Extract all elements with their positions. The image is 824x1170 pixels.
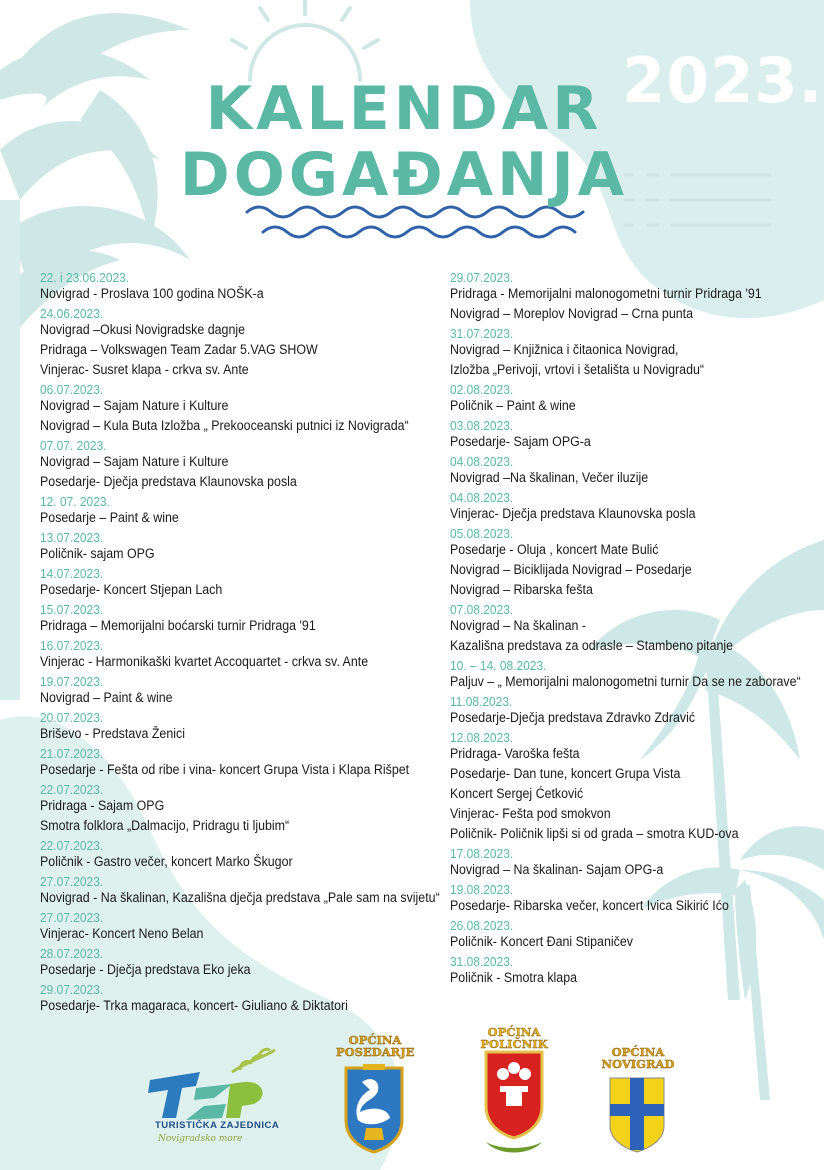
event-date: 02.08.2023. [450,382,514,397]
event-description: Briševo - Predstava Ženici [40,726,185,741]
event-date: 10. – 14. 08.2023. [450,658,547,673]
tzp-subtitle: Novigradsko more [158,1134,243,1144]
event-description: Poličnik - Smotra klapa [450,970,578,985]
event-description: Posedarje- Dječja predstava Klaunovska posla [40,474,297,489]
crest-title-line: OPĆINA [487,1025,541,1039]
event-date: 13.07.2023. [40,530,104,545]
event-description: Vinjerac- Susret klapa - crkva sv. Ante [40,362,249,377]
event-description: Vinjerac- Fešta pod smokvon [450,806,611,821]
event-date: 17.08.2023. [450,846,514,861]
event-description: Novigrad – Moreplov Novigrad – Crna punta [450,306,694,321]
event-date: 05.08.2023. [450,526,514,541]
event-date: 04.08.2023. [450,454,514,469]
posedarje-crest-title [336,1034,414,1058]
event-date: 22.07.2023. [40,782,104,797]
event-description: Posedarje- Dan tune, koncert Grupa Vista [450,766,681,781]
event-description: Novigrad – Na škalinan- Sajam OPG-a [450,862,664,877]
event-description: Novigrad - Proslava 100 godina NOŠK-a [40,286,264,301]
event-description: Posedarje- Trka magaraca, koncert- Giuliano & Diktatori [40,998,348,1013]
event-date: 31.08.2023. [450,954,514,969]
event-description: Vinjerac- Dječja predstava Klaunovska posla [450,506,696,521]
event-description: Poličnik- Poličnik lipši si od grada – smotra KUD-ova [450,826,739,841]
event-description: Poličnik- Koncert Đani Stipaničev [450,934,633,949]
event-date: 07.08.2023. [450,602,514,617]
event-date: 03.08.2023. [450,418,514,433]
event-description: Novigrad – Sajam Nature i Kulture [40,454,229,469]
event-description: Novigrad – Ribarska fešta [450,582,593,597]
event-description: Novigrad – Knjižnica i čitaonica Novigrad, [450,342,679,357]
event-description: Pridraga – Volkswagen Team Zadar 5.VAG SHOW [40,342,318,357]
event-date: 22. i 23.06.2023. [40,270,130,285]
tzp-logo-icon [148,1049,275,1120]
event-date: 29.07.2023. [40,982,104,997]
event-date: 14.07.2023. [40,566,104,581]
event-date: 31.07.2023. [450,326,514,341]
event-description: Posedarje- Sajam OPG-a [450,434,591,449]
event-description: Poličnik – Paint & wine [450,398,576,413]
event-description: Posedarje - Oluja , koncert Mate Bulić [450,542,659,557]
event-date: 28.07.2023. [40,946,104,961]
event-description: Posedarje - Dječja predstava Eko jeka [40,962,251,977]
event-date: 27.07.2023. [40,910,104,925]
year-heading: 2023. [622,44,824,117]
event-date: 15.07.2023. [40,602,104,617]
event-date: 19.07.2023. [40,674,104,689]
crest-title-line: OPĆINA [348,1033,402,1047]
event-date: 22.07.2023. [40,838,104,853]
event-description: Vinjerac - Harmonikaški kvartet Accoquartet - crkva sv. Ante [40,654,369,669]
policnik-crest-title [476,1026,552,1050]
event-description: Novigrad - Na škalinan, Kazališna dječja predstava „Pale sam na svijetu“ [40,890,440,905]
event-description: Novigrad – Na škalinan - [450,618,587,633]
event-date: 19.08.2023. [450,882,514,897]
event-description: Smotra folklora „Dalmacijo, Pridragu ti ljubim“ [40,818,290,833]
title-line-2: DOGAĐANJA [179,140,629,210]
event-date: 24.06.2023. [40,306,104,321]
event-description: Posedarje- Ribarska večer, koncert Ivica Sikirić Ićo [450,898,729,913]
event-date: 21.07.2023. [40,746,104,761]
crest-title-line: OPĆINA [611,1045,665,1059]
event-description: Pridraga - Memorijalni malonogometni turnir Pridraga '91 [450,286,762,301]
event-description: Pridraga- Varoška fešta [450,746,580,761]
event-date: 29.07.2023. [450,270,514,285]
event-description: Vinjerac- Koncert Neno Belan [40,926,204,941]
event-description: Pridraga - Sajam OPG [40,798,165,813]
event-description: Pridraga – Memorijalni boćarski turnir Pridraga '91 [40,618,316,633]
event-date: 04.08.2023. [450,490,514,505]
crest-title-line: POSEDARJE [336,1045,415,1059]
policnik-crest-icon [486,1052,542,1153]
title-line-1: KALENDAR [205,74,603,144]
event-date: 07.07. 2023. [40,438,107,453]
event-column-left [40,268,440,1016]
event-description: Paljuv – „ Memorijalni malonogometni turnir Da se ne zaborave“ [450,674,801,689]
tzp-label: TURISTIČKA ZAJEDNICA [155,1120,280,1131]
event-description: Posedarje- Koncert Stjepan Lach [40,582,223,597]
event-description: Koncert Sergej Ćetković [450,786,584,801]
event-date: 26.08.2023. [450,918,514,933]
event-description: Poličnik- sajam OPG [40,546,155,561]
event-description: Novigrad – Sajam Nature i Kulture [40,398,229,413]
event-description: Posedarje - Fešta od ribe i vina- koncert Grupa Vista i Klapa Rišpet [40,762,410,777]
event-description: Kazališna predstava za odrasle – Stambeno pitanje [450,638,734,653]
event-date: 11.08.2023. [450,694,513,709]
event-description: Novigrad – Kula Buta Izložba „ Prekooceanski putnici iz Novigrada“ [40,418,409,433]
event-description: Novigrad –Okusi Novigradske dagnje [40,322,246,337]
event-description: Novigrad – Biciklijada Novigrad – Posedarje [450,562,692,577]
event-date: 20.07.2023. [40,710,104,725]
crest-title-line: POLIČNIK [480,1037,548,1051]
event-date: 27.07.2023. [40,874,104,889]
event-description: Posedarje – Paint & wine [40,510,179,525]
event-date: 12. 07. 2023. [40,494,110,509]
event-description: Novigrad – Paint & wine [40,690,173,705]
novigrad-crest-icon [610,1078,664,1152]
event-date: 06.07.2023. [40,382,104,397]
crest-title-line: NOVIGRAD [601,1057,675,1071]
novigrad-crest-title [598,1046,678,1070]
event-description: Posedarje-Dječja predstava Zdravko Zdravić [450,710,696,725]
event-column-right [450,268,824,988]
posedarje-crest-icon [346,1064,402,1152]
sun-icon [232,0,378,80]
event-date: 16.07.2023. [40,638,104,653]
event-description: Novigrad –Na škalinan, Večer iluzije [450,470,649,485]
event-description: Izložba „Perivoji, vrtovi i šetališta u Novigradu“ [450,362,705,377]
waves-icon [247,207,583,237]
event-description: Poličnik - Gastro večer, koncert Marko Škugor [40,854,293,869]
event-date: 12.08.2023. [450,730,514,745]
